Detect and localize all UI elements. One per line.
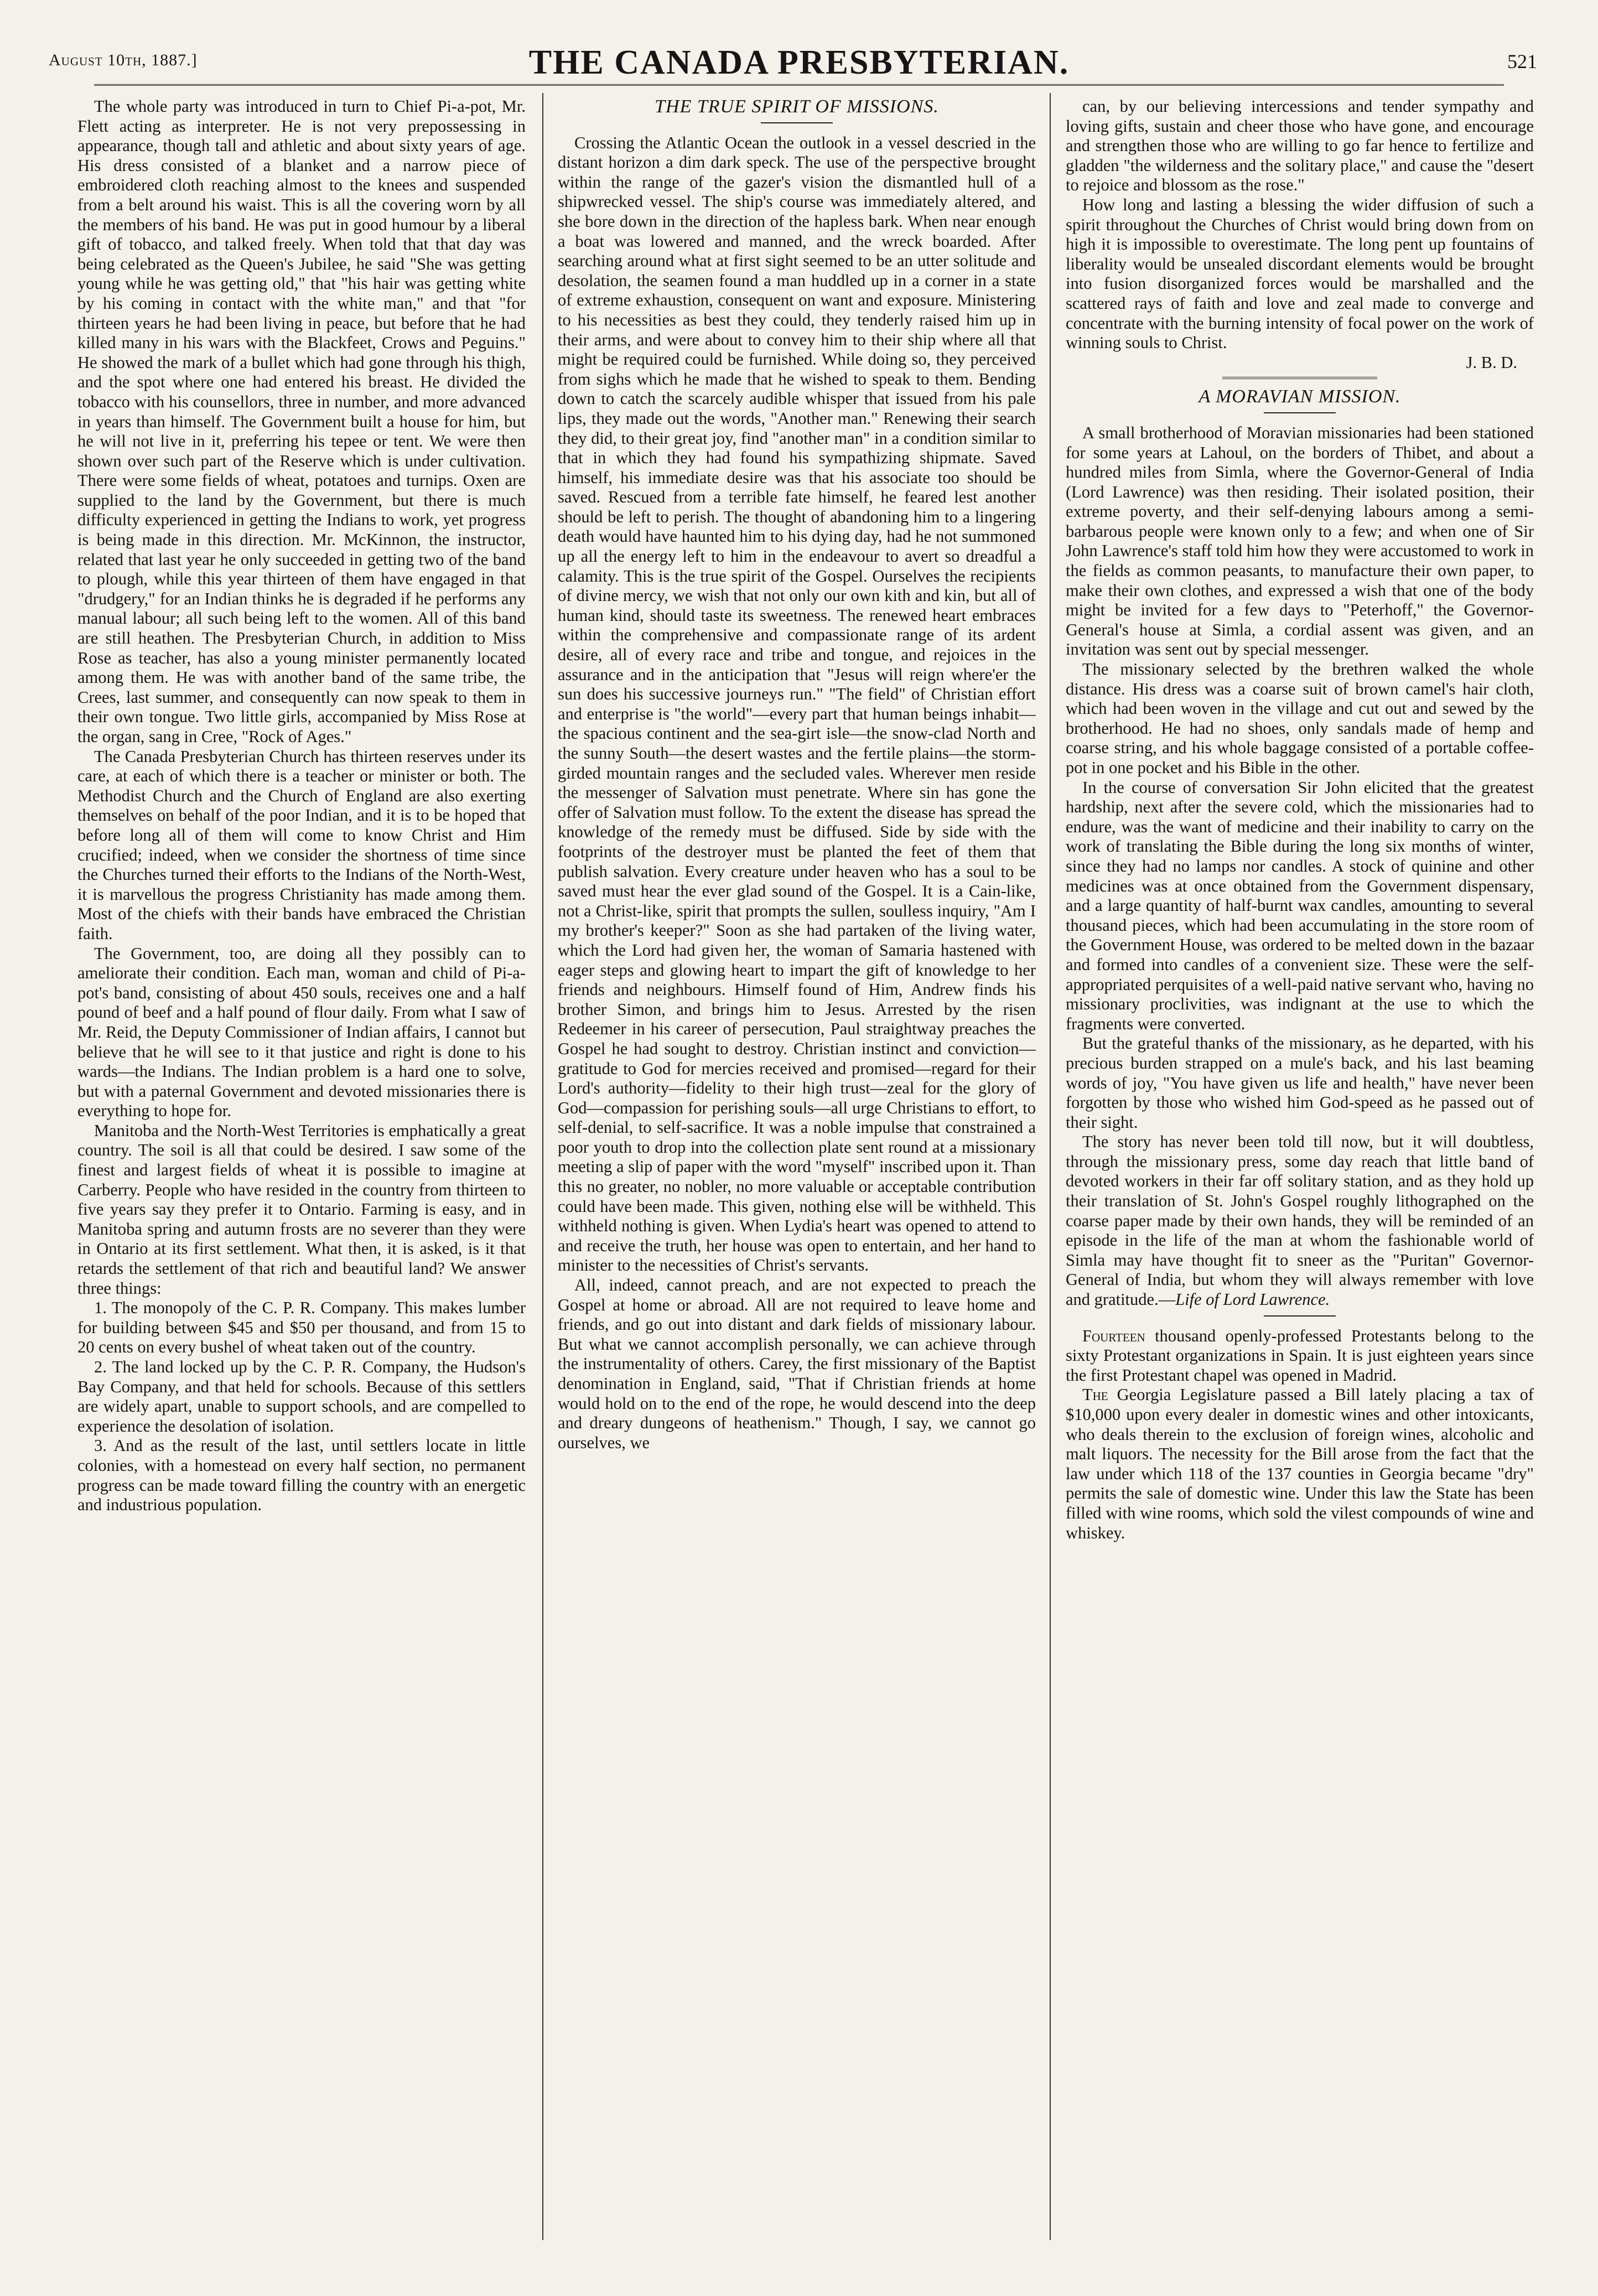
news-item-georgia: [1066, 1385, 1534, 1543]
article-paragraph: The Government, too, are doing all they possibly can to ameliorate their condition. Each man, woman and child of Pi-a-pot's band, consisting of about 450 souls, receives one and a half pound of beef and a half pound of flour daily. From what I saw of Mr. Reid, the Deputy Commissioner of Indian affairs, I cannot but believe that he will see to it that justice and right is done to his wards—the Indians. The Indian problem is a hard one to solve, but with a paternal Government and devoted missionaries there is everything to hope for.: [77, 944, 526, 1121]
news-item-spain: [1066, 1326, 1534, 1386]
heading-rule: [1264, 412, 1336, 413]
column-divider-2: [1050, 93, 1051, 2240]
paragraph-text: The story has never been told till now, but it will doubtless, through the missionary press, some day reach that little band of devoted workers in their far off solitary station, and as they hold up their translation of St. John's Gospel roughly lithographed on the coarse paper made by their own hands, they will be reminded of an episode in the life of the man at whom the fashionable world of Simla may have thought fit to sneer as the "Puritan" Governor-General of India, but whom they will always remember with love and gratitude.—: [1066, 1132, 1534, 1309]
article-paragraph: The Canada Presbyterian Church has thirteen reserves under its care, at each of which there is a teacher or minister or both. The Methodist Church and the Church of England are also exerting themselves on behalf of the poor Indian, and it is to be hoped that before long all of them will come to know Christ and Him crucified; indeed, when we consider the shortness of time since the Churches turned their efforts to the Indians of the North-West, it is marvellous the progress Christianity has made among them. Most of the chiefs with their bands have embraced the Christian faith.: [77, 747, 526, 943]
page-number: 521: [1507, 50, 1537, 72]
column-3: [1066, 97, 1534, 2266]
list-item-land: 2. The land locked up by the C. P. R. Company, the Hudson's Bay Company, and that held for schools. Because of this settlers are widely apart, unable to support schools, and are compelled to experience the desolation of isolation.: [77, 1357, 526, 1435]
article-paragraph: Manitoba and the North-West Territories is emphatically a great country. The soil is all that could be desired. I saw some of the finest and largest fields of wheat it is possible to imagine at Carberry. People who have resided in the country from thirteen to five years say they prefer it to Ontario. Farming is easy, and in Manitoba spring and autumn frosts are no severer than they were in Ontario at its first settlement. What then, it is asked, is it that retards the settlement of that rich and beautiful land? We answer three things:: [77, 1121, 526, 1298]
article-paragraph: All, indeed, cannot preach, and are not expected to preach the Gospel at home or abroad. All are not required to leave home and friends, and go out into distant and dark fields of missionary labour. But what we cannot accomplish personally, we can achieve through the instrumentality of others. Carey, the first missionary of the Baptist denomination in England, said, "That if Christian friends at home would hold on to the end of the rope, he would descend into the deep and dreary dungeons of heathenism." Though, I say, we cannot go ourselves, we: [558, 1276, 1036, 1452]
article-paragraph: [1066, 1132, 1534, 1309]
section-rule: [1264, 1315, 1336, 1317]
lead-word: Fourteen: [1082, 1326, 1145, 1345]
masthead: [0, 0, 1598, 83]
section-rule: [1222, 377, 1377, 379]
source-citation: Life of Lord Lawrence.: [1175, 1290, 1330, 1309]
publication-title: THE CANADA PRESBYTERIAN.: [528, 44, 1070, 81]
column-2: [558, 97, 1036, 2266]
article-paragraph: The whole party was introduced in turn to Chief Pi-a-pot, Mr. Flett acting as interpreter. He is not very prepossessing in appearance, though tall and athletic and about sixty years of age. His dress consisted of a blanket and a narrow piece of embroidered cloth reaching almost to the knees and suspended from a belt around his waist. This is all the covering worn by all the members of his band. He was put in good humour by a liberal gift of tobacco, and talked freely. When told that that day was being celebrated as the Queen's Jubilee, he said "She was getting young while he was getting old," that "his hair was getting white by his coming in contact with the white man," and that "for thirteen years he had been living in peace, but before that he had killed many in his wars with the Blackfeet, Crows and Peguins." He showed the mark of a bullet which had gone through his thigh, and the spot where one had entered his breast. He divided the tobacco with his counsellors, three in number, and more advanced in years than himself. The Government built a house for him, but he will not live in it, preferring his tepee or tent. We were then shown over such part of the Reserve which is under cultivation. There were some fields of wheat, potatoes and turnips. Oxen are supplied to the land by the Government, but there is much difficulty experienced in getting the Indians to work, yet progress is being made in this direction. Mr. McKinnon, the instructor, related that last year he only succeeded in getting two of the band to plough, while this year thirteen of them have engaged in that "drudgery," for an Indian thinks he is degraded if he performs any manual labour; all such being left to the women. All of this band are still heathen. The Presbyterian Church, in addition to Miss Rose as teacher, has also a young minister permanently located among them. He was with another band of the same tribe, the Crees, last summer, and consequently can now speak to them in their own tongue. Two little girls, accompanied by Miss Rose at the organ, sang in Cree, "Rock of Ages.": [77, 97, 526, 746]
article-paragraph: can, by our believing intercessions and tender sympathy and loving gifts, sustain and cheer those who have gone, and encourage and strengthen those who are willing to go far hence to fertilize and gladden "the wilderness and the solitary place," and cause the "desert to rejoice and blossom as the rose.": [1066, 97, 1534, 195]
issue-date: August 10th, 1887.]: [49, 51, 198, 69]
masthead-rule: [94, 84, 1504, 86]
article-paragraph: A small brotherhood of Moravian missionaries had been stationed for some years at Lahoul, on the borders of Thibet, and about a hundred miles from Simla, where the Governor-General of India (Lord Lawrence) was then residing. Their isolated position, their extreme poverty, and their self-denying labours among a semi-barbarous people were known only to a few; and when one of Sir John Lawrence's staff told him how they were accustomed to work in the fields as common peasants, to manufacture their own paper, to make their own clothes, and expressed a wish that one of the body might be invited for a few days to "Peterhoff," the Governor-General's house at Simla, a cordial assent was given, and an invitation was sent out by special messenger.: [1066, 423, 1534, 659]
article-paragraph: In the course of conversation Sir John elicited that the greatest hardship, next after the severe cold, which the missionaries had to endure, was the want of medicine and their inability to carry on the work of translating the Bible during the long six months of winter, since they had no lamps nor candles. A stock of quinine and other medicines was at once obtained from the Government dispensary, and a large quantity of half-burnt wax candles, amounting to several thousand pieces, which had been accumulating in the store room of the Government House, was ordered to be melted down in the bazaar and formed into candles of a convenient size. These were the self-appropriated perquisites of a well-paid native servant who, having no missionary proclivities, was indignant at the use to which the fragments were converted.: [1066, 778, 1534, 1033]
author-signature: J. B. D.: [1466, 353, 1517, 372]
paragraph-text: Georgia Legislature passed a Bill lately placing a tax of $10,000 upon every dealer in domestic wines and other intoxicants, who deals therein to the exclusion of foreign wines, alcoholic and malt liquors. The necessity for the Bill arose from the fact that the law under which 118 of the 137 counties in Georgia became "dry" permits the sale of domestic wine. Under this law the State has been filled with wine rooms, which sold the vilest compounds of wine and whiskey.: [1066, 1385, 1534, 1542]
heading-rule: [761, 122, 833, 123]
article-paragraph: Crossing the Atlantic Ocean the outlook in a vessel descried in the distant horizon a dim dark speck. The use of the perspective brought within the range of the gazer's vision the dismantled hull of a shipwrecked vessel. The ship's course was immediately altered, and she bore down in the direction of the hapless bark. When near enough a boat was lowered and manned, and the wreck boarded. After searching around what at first sight seemed to be an utter solitude and desolation, the seamen found a man huddled up in a corner in a state of extreme exhaustion, consequent on want and exposure. Ministering to his necessities as best they could, they tenderly raised him up in their arms, and were about to convey him to their ship where all that might be required could be furnished. While doing so, they perceived from sighs which he made that he wished to speak to them. Bending down to catch the scarcely audible whisper that issued from his pale lips, they made out the words, "Another man." Renewing their search they did, to their great joy, find "another man" in a condition similar to that in which they had found his sympathizing shipmate. Saved himself, his immediate desire was that his associate too should be saved. Rescued from a terrible fate himself, he feared lest another should be left to perish. The thought of abandoning him to a lingering death would have haunted him to his dying day, had he not summoned up all the energy left to him in the endeavour to avert so dreadful a calamity. This is the true spirit of the Gospel. Ourselves the recipients of divine mercy, we wish that not only our own kith and kin, but all of human kind, should taste its sweetness. The renewed heart embraces within the comprehensive and compassionate range of its ardent desire, all of every race and tribe and tongue, and rejoices in the assurance and in the anticipation that "Jesus will reign where'er the sun does his successive journeys run." "The field" of Christian effort and enterprise is "the world"—every part that human beings inhabit—the spacious continent and the sea-girt isle—the snow-clad North and the sunny South—the desert wastes and the fertile plains—the storm-girded mountain ranges and the secluded vales. Wherever men reside the messenger of Salvation must penetrate. Where sin has gone the offer of Salvation must follow. To the extent the disease has spread the knowledge of the remedy must be diffused. Side by side with the footprints of the destroyer must be planted the feet of them that publish salvation. Every creature under heaven who has a soul to be saved must hear the ever glad sound of the Gospel. It is a Cain-like, not a Christ-like, spirit that prompts the sullen, soulless inquiry, "Am I my brother's keeper?" Soon as she had partaken of the living water, which the Lord had given her, the woman of Samaria hastened with eager steps and glowing heart to impart the gift of knowledge to her friends and neighbours. Himself found of Him, Andrew finds his brother Simon, and brings him to Jesus. Arrested by the risen Redeemer in his career of persecution, Paul straightway preaches the Gospel he had sought to destroy. Christian instinct and conviction—gratitude to God for mercies received and promised—regard for their Lord's authority—fidelity to their high trust—zeal for the glory of God—compassion for perishing souls—all urge Christians to effort, to self-denial, to self-sacrifice. It was a noble impulse that constrained a poor youth to drop into the collection plate sent round at a missionary meeting a slip of paper with the word "myself" inscribed upon it. Than this no greater, no nobler, no more valuable or acceptable contribution could have been made. This given, nothing else will be withheld. This withheld nothing is given. When Lydia's heart was opened to attend to and receive the truth, her house was open to entertain, and her hand to minister to the necessities of Christ's servants.: [558, 133, 1036, 1275]
article-heading-moravian: A MORAVIAN MISSION.: [1198, 386, 1401, 407]
list-item-colonies: 3. And as the result of the last, until settlers locate in little colonies, with a homestead on every half section, no permanent progress can be made toward filling the country with an energetic and industrious population.: [77, 1436, 526, 1515]
lead-word: The: [1082, 1385, 1108, 1404]
column-1: [77, 97, 526, 2266]
list-item-monopoly: 1. The monopoly of the C. P. R. Company. This makes lumber for building between $45 and $50 per thousand, and from 15 to 20 cents on every bushel of wheat taken out of the country.: [77, 1298, 526, 1357]
article-heading-missions: THE TRUE SPIRIT OF MISSIONS.: [655, 97, 939, 117]
article-paragraph: But the grateful thanks of the missionary, as he departed, with his precious burden strapped on a mule's back, and his last beaming words of joy, "You have given us life and health," have never been forgotten by those who wished him God-speed as he passed out of their sight.: [1066, 1034, 1534, 1132]
article-paragraph: How long and lasting a blessing the wider diffusion of such a spirit throughout the Churches of Christ would bring down from on high it is impossible to overestimate. The long pent up fountains of liberality would be unsealed discordant elements would be brought into fusion disorganized forces would be marshalled and the scattered rays of faith and love and zeal made to converge and concentrate with the burning intensity of focal power on the work of winning souls to Christ.: [1066, 195, 1534, 353]
column-divider-1: [542, 93, 543, 2240]
paragraph-text: thousand openly-professed Protestants belong to the sixty Protestant organizations in Spain. It is just eighteen years since the first Protestant chapel was opened in Madrid.: [1066, 1326, 1534, 1385]
article-paragraph: The missionary selected by the brethren walked the whole distance. His dress was a coarse suit of brown camel's hair cloth, which had been woven in the village and cut out and sewed by the brotherhood. He had no shoes, only sandals made of hemp and coarse string, and his whole baggage consisted of a portable coffee-pot in one pocket and his Bible in the other.: [1066, 660, 1534, 777]
